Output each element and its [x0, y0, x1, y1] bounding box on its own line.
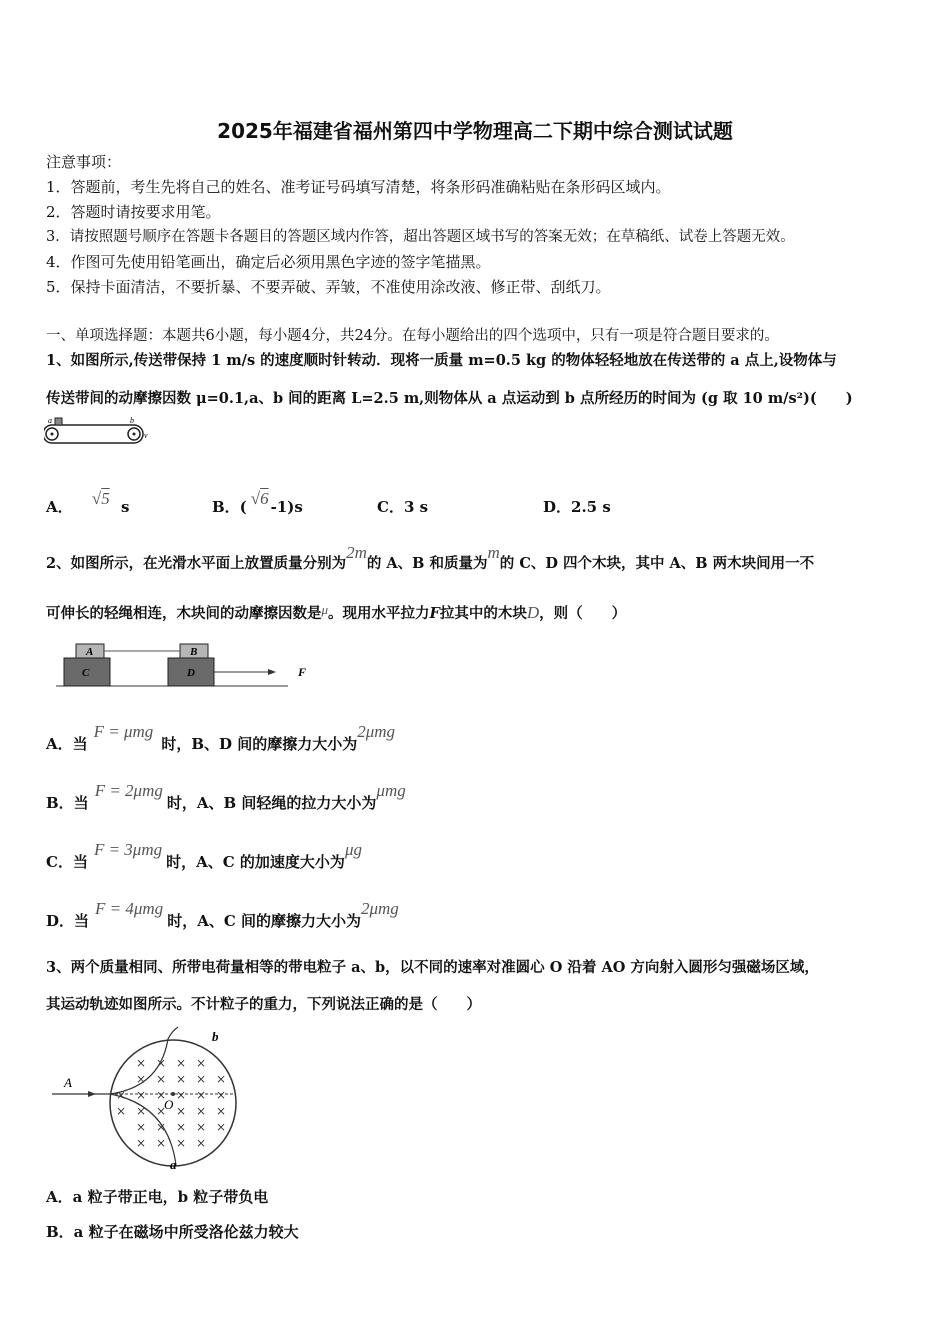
conveyor-belt-figure	[44, 414, 156, 448]
sqrt-expression: √6	[250, 489, 269, 508]
field-cross: ×	[136, 1136, 147, 1150]
field-cross: ×	[176, 1056, 187, 1070]
field-cross: ×	[156, 1120, 167, 1134]
q3-option-a[interactable]: A．a 粒子带正电，b 粒子带负电	[46, 1188, 269, 1206]
radicand: 6	[260, 489, 269, 508]
label-b: b	[212, 1029, 219, 1044]
q2-option-b[interactable]	[46, 781, 406, 813]
q2-option-d[interactable]	[46, 899, 399, 931]
radicand: 5	[101, 489, 110, 508]
option-text: 时，B、D 间的摩擦力大小为	[161, 735, 358, 753]
option-label: C．当	[46, 853, 88, 871]
math-condition: F = 4μmg	[95, 899, 164, 918]
field-cross: ×	[216, 1120, 227, 1134]
field-cross: ×	[136, 1120, 147, 1134]
math-F: F	[429, 605, 440, 622]
option-label: B．当	[46, 794, 89, 812]
field-cross: ×	[196, 1120, 207, 1134]
fig-label-b: b	[130, 416, 134, 425]
q2-option-a[interactable]	[46, 722, 396, 754]
label-A: A	[64, 1075, 72, 1090]
field-cross: ×	[156, 1136, 167, 1150]
option-unit: -1)s	[270, 498, 303, 516]
q1-stem-line1: 1、如图所示,传送带保持 1 m/s 的速度顺时针转动．现将一质量 m=0.5 kg 的物体轻轻地放在传送带的 a 点上,设物体与	[46, 352, 837, 369]
field-cross: ×	[176, 1120, 187, 1134]
block-label-a: A	[86, 646, 94, 658]
math-result: μg	[344, 840, 362, 859]
field-cross: ×	[156, 1088, 167, 1102]
notice-item: 2．答题时请按要求用笔。	[46, 203, 221, 221]
field-cross: ×	[196, 1088, 207, 1102]
field-cross: ×	[196, 1072, 207, 1086]
field-cross: ×	[216, 1104, 227, 1118]
notice-item: 4．作图可先使用铅笔画出，确定后必须用黑色字迹的签字笔描黑。	[46, 253, 491, 271]
text-run: 的 C、D 四个木块，其中 A、B 两木块间用一不	[499, 555, 815, 572]
q1-option-a[interactable]	[46, 489, 130, 517]
math-condition: F = 2μmg	[94, 781, 163, 800]
fig-label-v: v	[144, 431, 148, 440]
notice-heading: 注意事项：	[46, 153, 122, 171]
field-cross: ×	[136, 1104, 147, 1118]
section-heading: 一、单项选择题：本题共6小题，每小题4分，共24分。在每小题给出的四个选项中，只有一项是符合题目要求的。	[46, 328, 779, 344]
field-cross: ×	[176, 1072, 187, 1086]
field-cross: ×	[196, 1136, 207, 1150]
option-label: B．(	[212, 498, 247, 516]
field-cross: ×	[156, 1104, 167, 1118]
text-run: 拉其中的木块	[439, 605, 527, 622]
q1-option-b[interactable]	[212, 489, 303, 517]
field-cross: ×	[176, 1088, 187, 1102]
notice-item: 3．请按照题号顺序在答题卡各题目的答题区域内作答，超出答题区域书写的答案无效；在草稿纸、试卷上答题无效。	[46, 229, 795, 245]
q2-stem-line2	[46, 603, 626, 624]
field-cross: ×	[136, 1072, 147, 1086]
blocks-figure	[56, 638, 316, 690]
text-run: 的 A、B 和质量为	[366, 555, 488, 572]
field-cross: ×	[196, 1056, 207, 1070]
field-cross: ×	[116, 1104, 127, 1118]
field-cross: ×	[216, 1072, 227, 1086]
q2-stem-line1	[46, 543, 815, 574]
option-unit: s	[120, 498, 130, 516]
notice-item: 1．答题前，考生先将自己的姓名、准考证号码填写清楚，将条形码准确粘贴在条形码区域内。	[46, 178, 671, 196]
field-cross: ×	[156, 1056, 167, 1070]
option-text: 时，A、C 的加速度大小为	[166, 853, 345, 871]
field-cross: ×	[176, 1104, 187, 1118]
field-cross: ×	[176, 1136, 187, 1150]
force-label-f: F	[298, 665, 307, 679]
math-result: 2μmg	[357, 722, 396, 741]
option-text: 时，A、B 间轻绳的拉力大小为	[166, 794, 377, 812]
q1-option-c[interactable]: C．3 s	[377, 498, 429, 516]
text-run: 。现用水平拉力	[328, 605, 430, 622]
q3-stem-line1: 3、两个质量相同、所带电荷量相等的带电粒子 a、b，以不同的速率对准圆心 O 沿着 AO 方向射入圆形匀强磁场区域，	[46, 959, 819, 976]
field-cross: ×	[136, 1088, 147, 1102]
math-m: m	[487, 543, 500, 562]
option-label: A．当	[46, 735, 88, 753]
q3-option-b[interactable]: B．a 粒子在磁场中所受洛伦兹力较大	[46, 1223, 299, 1241]
magnetic-field-figure	[50, 1025, 250, 1173]
math-condition: F = 3μmg	[93, 840, 163, 859]
option-label: D．当	[46, 912, 90, 930]
math-result: μmg	[376, 781, 406, 800]
q3-stem-line2: 其运动轨迹如图所示。不计粒子的重力，下列说法正确的是（ ）	[46, 996, 481, 1013]
q1-option-d[interactable]: D．2.5 s	[543, 498, 611, 516]
field-cross: ×	[136, 1056, 147, 1070]
math-mu: μ	[321, 602, 329, 617]
block-label-b: B	[190, 646, 198, 658]
q2-option-c[interactable]	[46, 840, 362, 872]
page-title: 2025年福建省福州第四中学物理高二下期中综合测试试题	[217, 119, 733, 143]
math-result: 2μmg	[361, 899, 399, 918]
text-run: 可伸长的轻绳相连，木块间的动摩擦因数是	[46, 605, 322, 622]
math-2m: 2m	[346, 543, 367, 562]
field-cross: ×	[216, 1088, 227, 1102]
field-cross: ×	[116, 1088, 127, 1102]
notice-item: 5．保持卡面清洁，不要折暴、不要弄破、弄皱，不准使用涂改液、修正带、刮纸刀。	[46, 278, 611, 296]
math-condition: F = μmg	[93, 722, 154, 741]
sqrt-expression: √5	[91, 489, 110, 508]
block-label-c: C	[82, 667, 90, 679]
block-label-d: D	[187, 667, 195, 679]
field-cross: ×	[156, 1072, 167, 1086]
field-cross: ×	[196, 1104, 207, 1118]
label-a: a	[170, 1157, 177, 1172]
math-D: D	[526, 603, 540, 622]
label-O: O	[164, 1097, 174, 1112]
text-run: 2、如图所示，在光滑水平面上放置质量分别为	[46, 555, 347, 572]
option-label: A．	[46, 498, 73, 516]
option-text: 时，A、C 间的摩擦力大小为	[167, 912, 361, 930]
q1-stem-line2: 传送带间的动摩擦因数 μ=0.1,a、b 间的距离 L=2.5 m,则物体从 a 点运动到 b 点所经历的时间为 (g 取 10 m/s²)( )	[46, 390, 853, 407]
fig-label-a: a	[48, 416, 52, 425]
text-run: ，则（ ）	[539, 605, 627, 622]
